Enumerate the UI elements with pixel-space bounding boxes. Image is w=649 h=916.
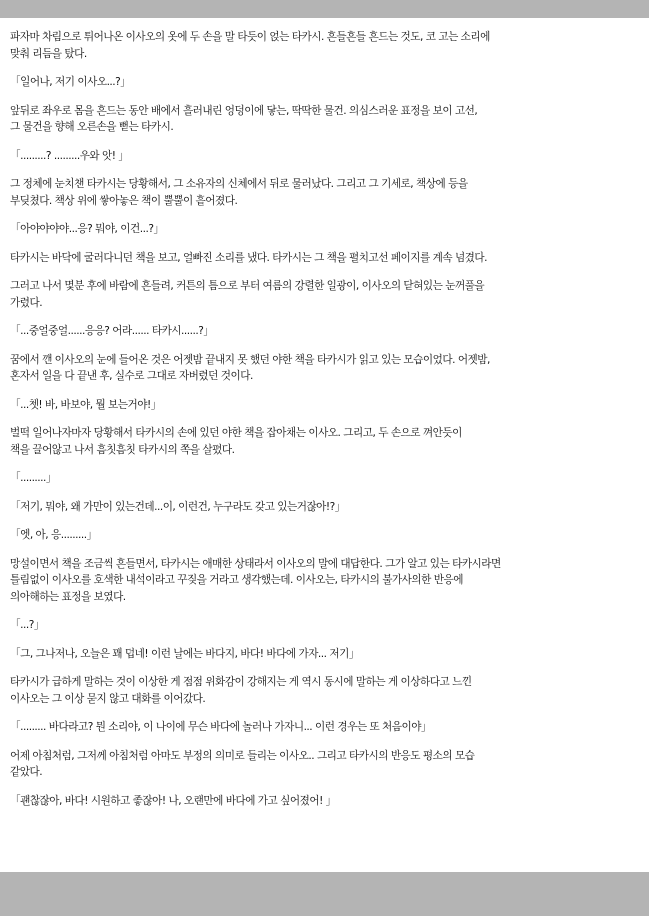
- dialogue-line: 「일어나, 저기 이사오...?」: [10, 76, 131, 88]
- dialogue-line: 「...?」: [10, 619, 44, 631]
- dialogue-line: 「저기, 뭐야, 왜 가만이 있는건데...이, 이런건, 누구라도 갖고 있는거잖아!?」: [10, 500, 345, 513]
- paragraph-line: 벌떡 일어나자마자 당황해서 타카시의 손에 있던 야한 책을 잡아채는 이사오. 그리고, 두 손으로 껴안듯이: [10, 427, 462, 439]
- paragraph-line: 혼자서 일을 다 끝낸 후, 실수로 그대로 자버렸던 것이다.: [10, 370, 253, 382]
- dialogue-line: 「.........」: [10, 472, 56, 484]
- paragraph-line: 같았다.: [10, 766, 43, 778]
- top-scan-border: [0, 0, 649, 18]
- dialogue-line: 「.........? .........우와 앗! 」: [10, 149, 129, 162]
- paragraph-line: 파자마 차림으로 튀어나온 이사오의 옷에 두 손을 말 타듯이 얹는 타카시. 흔들흔들 흔드는 것도, 코 고는 소리에: [10, 31, 490, 43]
- paragraph-line: 부딪쳤다. 책상 위에 쌓아놓은 책이 뿔뿔이 흩어졌다.: [10, 194, 238, 207]
- dialogue-line: 「괜찮잖아, 바다! 시원하고 좋잖아! 나, 오랜만에 바다에 가고 싶어졌어! 」: [10, 794, 336, 807]
- dialogue-line: 「엣, 아, 응.........」: [10, 529, 97, 541]
- paragraph-line: 그러고 나서 몇분 후에 바람에 흔들려, 커튼의 틈으로 부터 여름의 강렬한 일광이, 이사오의 닫혀있는 눈꺼풀을: [10, 280, 485, 292]
- paragraph-line: 맞춰 리듬을 탔다.: [10, 47, 87, 60]
- document-page: [0, 18, 649, 872]
- paragraph-line: 의아해하는 표정을 보였다.: [10, 590, 126, 603]
- paragraph-line: 틀림없이 이사오를 호색한 내석이라고 꾸짖을 거라고 생각했는데. 이사오는, 타카시의 불가사의한 반응에: [10, 574, 463, 586]
- paragraph-line: 이사오는 그 이상 묻지 않고 대화를 이어갔다.: [10, 692, 206, 705]
- dialogue-line: 「아야야야야...응? 뭐야, 이건...?」: [10, 223, 164, 235]
- paragraph-line: 책을 끌어않고 나서 흠칫흠칫 타카시의 쪽을 살폈다.: [10, 443, 235, 456]
- bottom-scan-border: [0, 872, 649, 916]
- paragraph-line: 그 정체에 눈치챈 타카시는 당황해서, 그 소유자의 신체에서 뒤로 물러났다. 그리고 그 기세로, 책상에 등을: [10, 178, 468, 190]
- paragraph-line: 어제 아침처럼, 그저께 아침처럼 아마도 부정의 의미로 들리는 이사오.. 그리고 타카시의 반응도 평소의 모습: [10, 749, 475, 762]
- paragraph-line: 타카시가 급하게 말하는 것이 이상한 게 점점 위화감이 강해지는 게 역시 동시에 말하는 게 이상하다고 느낀: [10, 676, 472, 688]
- page-text: [10, 29, 642, 809]
- paragraph-line: 그 물건을 향해 오른손을 뻗는 타카시.: [10, 121, 174, 133]
- paragraph-line: 꿈에서 깬 이사오의 눈에 들어온 것은 어젯밤 끝내지 못 했던 야한 책을 타카시가 읽고 있는 모습이었다. 어젯밤,: [10, 353, 490, 366]
- paragraph-line: 타카시는 바닥에 굴러다니던 책을 보고, 얼빠진 소리를 냈다. 타카시는 그 책을 펼치고선 페이지를 계속 넘겼다.: [10, 251, 488, 264]
- paragraph-line: 앞뒤로 좌우로 몸을 흔드는 동안 배에서 흘러내린 엉덩이에 닿는, 딱딱한 물건. 의심스러운 표정을 보이 고선,: [10, 104, 478, 117]
- paragraph-line: 망설이면서 책을 조금씩 흔들면서, 타카시는 애매한 상태라서 이사오의 말에 대답한다. 그가 알고 있는 타카시라면: [10, 557, 501, 570]
- paragraph-line: 가렸다.: [10, 296, 43, 309]
- dialogue-line: 「...쳇! 바, 바보야, 뭘 보는거야!」: [10, 398, 161, 411]
- dialogue-line: 「...중얼중얼......응응? 어라...... 타카시......?」: [10, 325, 214, 337]
- dialogue-line: 「그, 그나저나, 오늘은 꽤 덥네! 이런 날에는 바다지, 바다! 바다에 가자... 저기」: [10, 647, 359, 660]
- dialogue-line: 「......... 바다라고? 뭔 소리야, 이 나이에 무슨 바다에 놀러나 가자니... 이런 경우는 또 처음이야」: [10, 721, 432, 733]
